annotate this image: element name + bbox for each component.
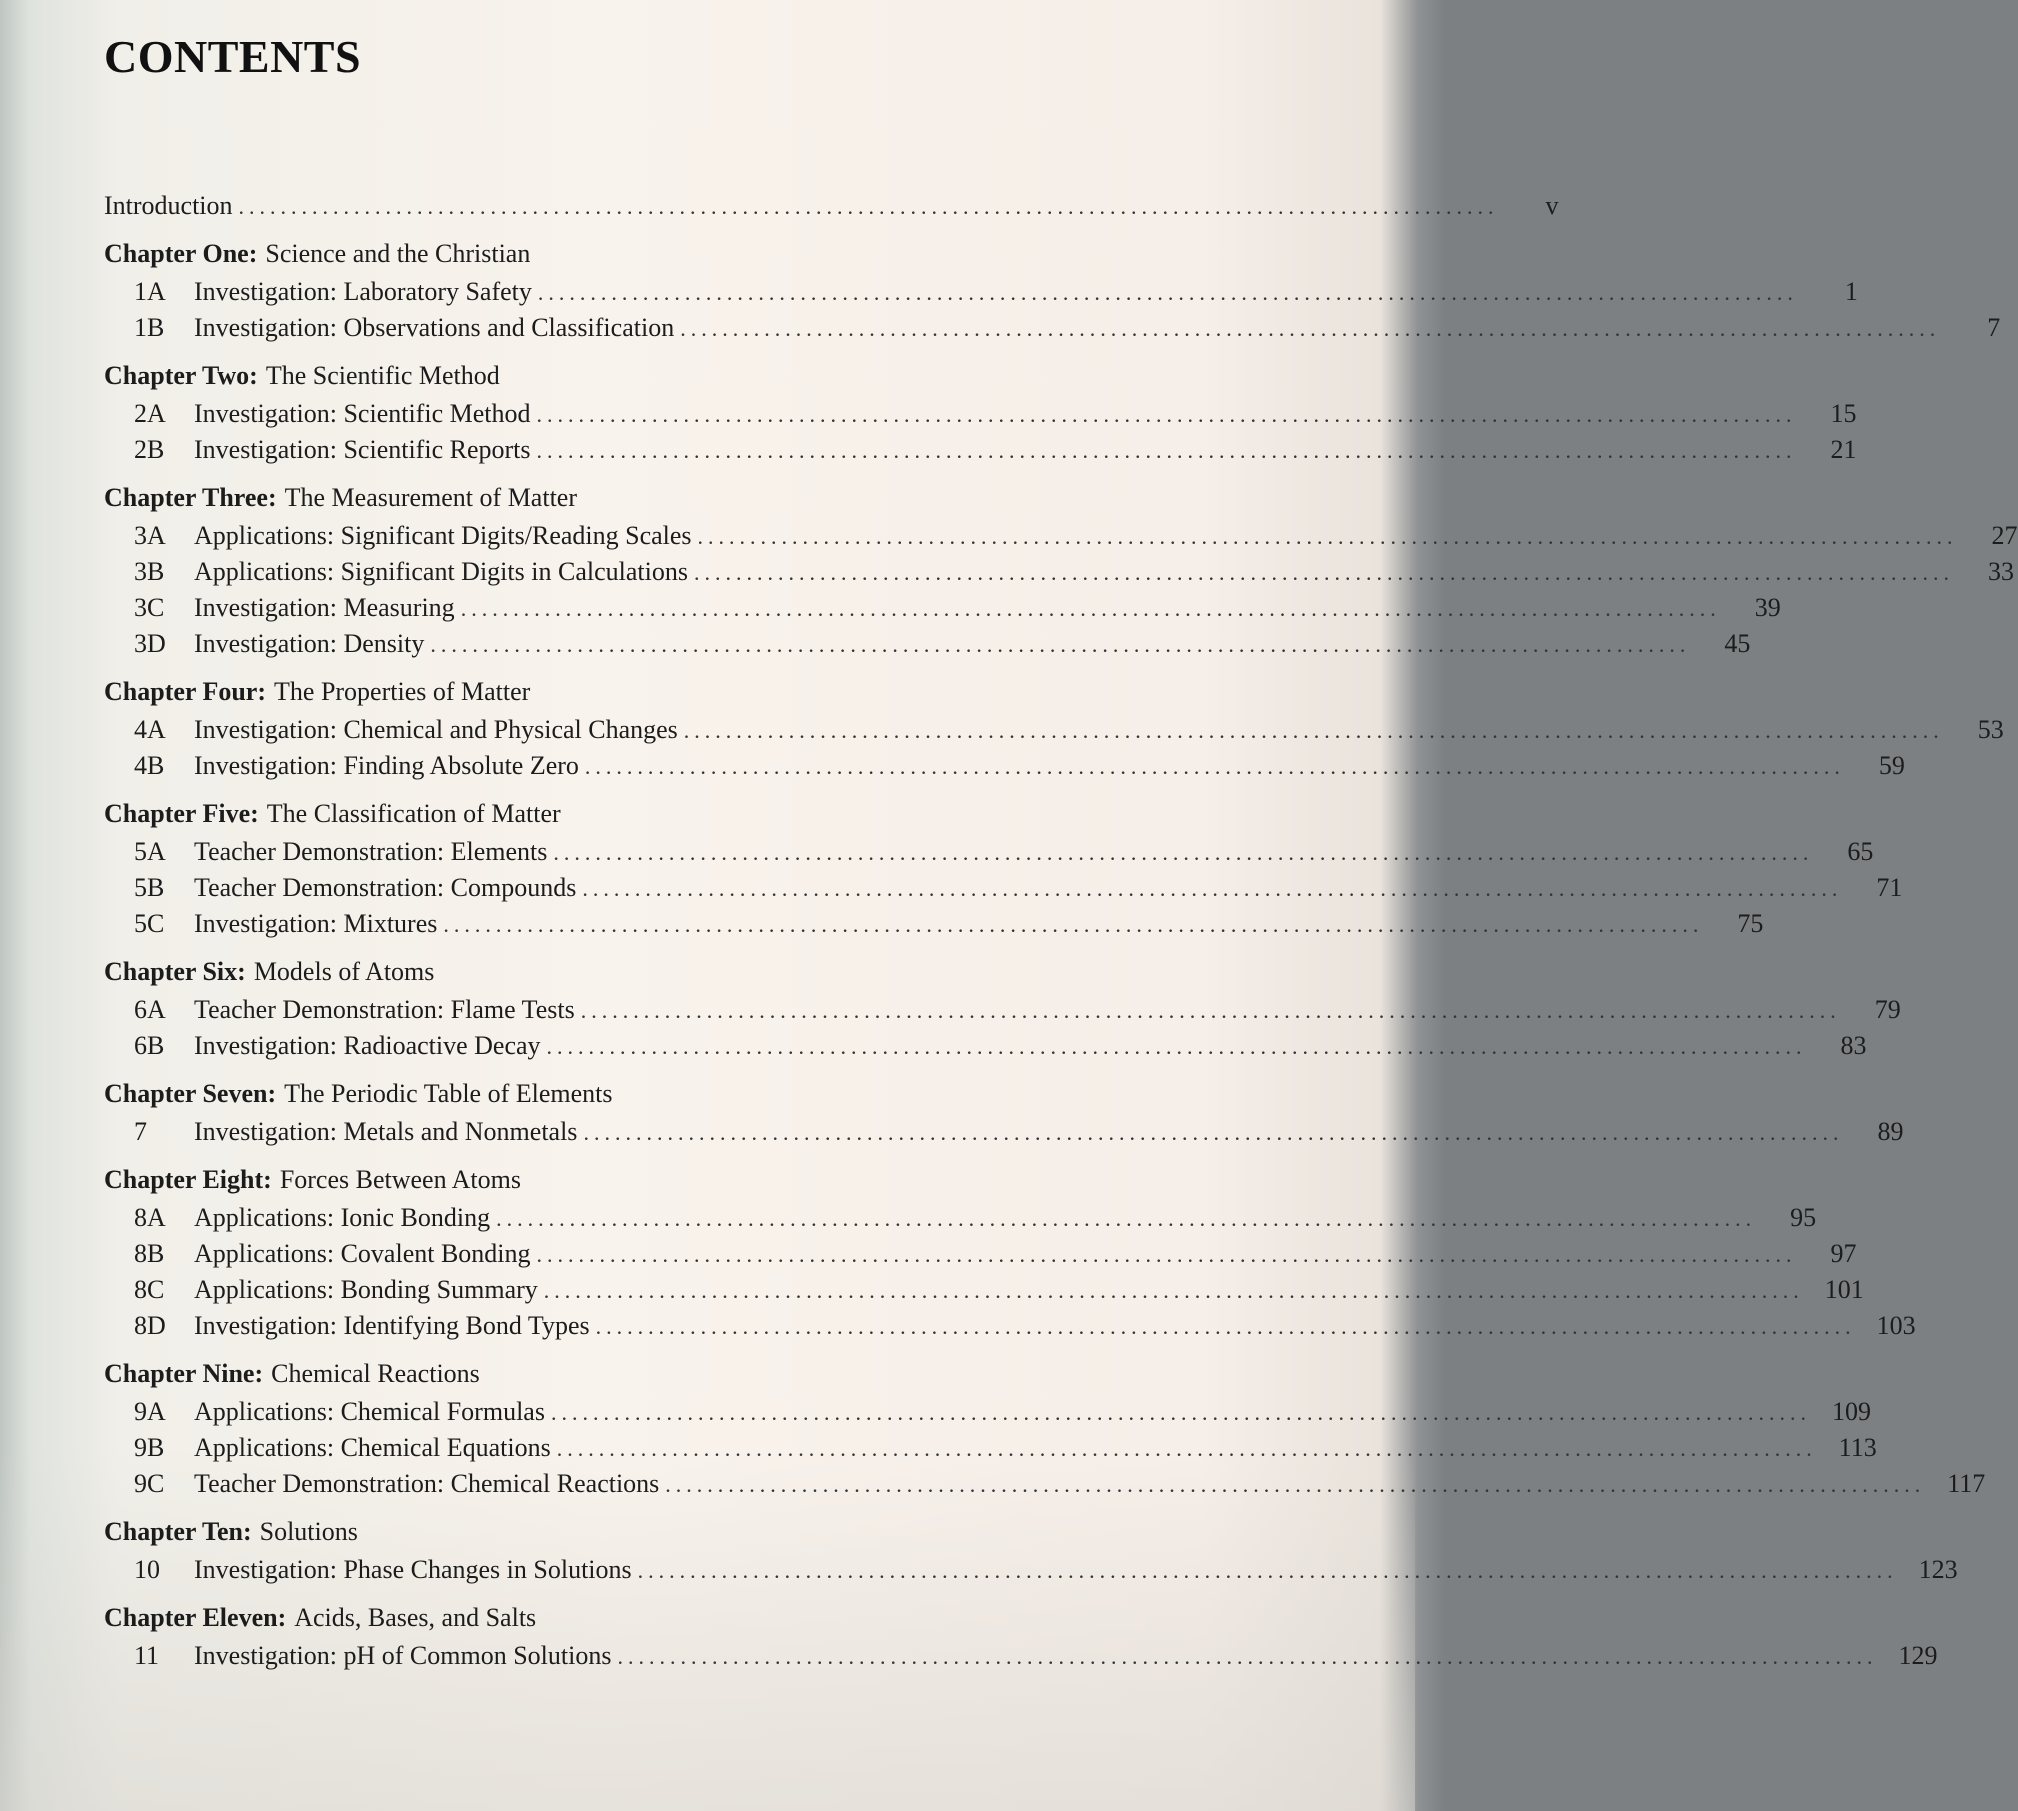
toc-entry xyxy=(104,274,1858,310)
toc-entry xyxy=(104,748,1905,784)
chapter-section xyxy=(104,1600,1938,1674)
entry-code: 6B xyxy=(134,1031,165,1060)
entry-code: 10 xyxy=(134,1555,160,1584)
entry-code: 3B xyxy=(134,557,165,586)
page-title: CONTENTS xyxy=(104,31,362,82)
chapter-title: Models of Atoms xyxy=(253,957,435,986)
entry-page: 109 xyxy=(1831,1397,1871,1426)
chapter-number: Chapter Three: xyxy=(104,483,277,512)
entry-label: Investigation: Phase Changes in Solutions xyxy=(194,1555,632,1584)
entry-page: 101 xyxy=(1824,1275,1864,1304)
entry-code: 2A xyxy=(134,399,166,428)
entry-page: 117 xyxy=(1947,1469,1986,1498)
entry-page: 95 xyxy=(1790,1203,1817,1232)
toc-entry xyxy=(104,1200,1817,1236)
entry-code: 8C xyxy=(134,1275,165,1304)
toc-entry xyxy=(104,906,1764,942)
chapter-heading xyxy=(104,480,1004,518)
entry-page: 103 xyxy=(1876,1311,1916,1340)
entry-label: Investigation: Radioactive Decay xyxy=(194,1031,541,1060)
toc-entry xyxy=(104,1552,1958,1588)
chapter-section xyxy=(104,1514,1958,1588)
toc-entry xyxy=(104,590,1781,626)
dot-leader: ........................................................................................................................ xyxy=(680,316,1941,341)
entry-page: 71 xyxy=(1876,873,1903,902)
chapter-heading xyxy=(104,358,1004,396)
entry-page: 7 xyxy=(1987,313,2001,342)
entry-page: 33 xyxy=(1987,557,2014,586)
entry-page: 113 xyxy=(1838,1433,1877,1462)
entry-page: 27 xyxy=(1991,521,2018,550)
entry-code: 9C xyxy=(134,1469,165,1498)
chapter-title: The Scientific Method xyxy=(265,361,500,390)
dot-leader: ........................................................................................................................ xyxy=(553,840,1814,865)
entry-label: Applications: Significant Digits/Reading Scales xyxy=(194,521,692,550)
entry-label: Investigation: Chemical and Physical Changes xyxy=(194,715,678,744)
entry-label: Investigation: Mixtures xyxy=(194,909,438,938)
toc-entry xyxy=(104,396,1857,432)
chapter-heading xyxy=(104,674,1004,712)
toc-introduction xyxy=(104,188,1559,224)
toc-entry xyxy=(104,310,2001,346)
entry-page: 123 xyxy=(1918,1555,1958,1584)
entry-label: Applications: Chemical Formulas xyxy=(194,1397,545,1426)
toc-entry xyxy=(104,1638,1938,1674)
chapter-heading xyxy=(104,1514,1004,1552)
chapter-heading xyxy=(104,796,1004,834)
toc-entry xyxy=(104,1394,1871,1430)
entry-label: Investigation: Density xyxy=(194,629,425,658)
toc-entry xyxy=(104,1308,1916,1344)
entry-page: 79 xyxy=(1874,995,1901,1024)
toc-entry xyxy=(104,870,1903,906)
table-of-contents xyxy=(104,188,2018,1674)
entry-code: 8B xyxy=(134,1239,165,1268)
entry-label: Investigation: Metals and Nonmetals xyxy=(194,1117,578,1146)
dot-leader: ........................................................................................................................ xyxy=(430,632,1691,657)
dot-leader: ........................................................................................................................ xyxy=(637,1558,1898,1583)
toc-entry xyxy=(104,432,1857,468)
dot-leader: ........................................................................................................................ xyxy=(582,876,1843,901)
entry-page: 83 xyxy=(1840,1031,1867,1060)
chapter-section xyxy=(104,796,1903,942)
entry-code: 1A xyxy=(134,277,166,306)
chapter-number: Chapter Ten: xyxy=(104,1517,252,1546)
chapter-title: The Periodic Table of Elements xyxy=(284,1079,613,1108)
entry-label: Investigation: Scientific Method xyxy=(194,399,531,428)
chapter-section xyxy=(104,236,2001,346)
chapter-heading xyxy=(104,1356,1004,1394)
entry-code: 3A xyxy=(134,521,166,550)
entry-code: 5B xyxy=(134,873,165,902)
chapter-number: Chapter Five: xyxy=(104,799,259,828)
dot-leader: ........................................................................................................................ xyxy=(584,754,1845,779)
chapter-section xyxy=(104,358,1857,468)
entry-page: 39 xyxy=(1754,593,1781,622)
chapter-list xyxy=(104,236,2018,1674)
entry-code: 3D xyxy=(134,629,166,658)
dot-leader: ........................................................................................................................ xyxy=(693,560,1954,585)
chapter-number: Chapter Four: xyxy=(104,677,267,706)
entry-label: Investigation: Observations and Classification xyxy=(194,313,675,342)
toc-entry xyxy=(104,992,1901,1028)
chapter-heading xyxy=(104,1162,1004,1200)
toc-entry xyxy=(104,518,2018,554)
entry-label: Teacher Demonstration: Compounds xyxy=(194,873,577,902)
chapter-heading xyxy=(104,954,1004,992)
entry-label: Investigation: Identifying Bond Types xyxy=(194,1311,590,1340)
toc-entry xyxy=(104,554,2014,590)
dot-leader: ........................................................................................................................ xyxy=(496,1206,1757,1231)
dot-leader: ........................................................................................................................ xyxy=(537,280,1798,305)
chapter-section xyxy=(104,674,2004,784)
entry-code: 11 xyxy=(134,1641,160,1670)
toc-entry xyxy=(104,1236,1857,1272)
toc-entry xyxy=(104,1430,1877,1466)
dot-leader: ........................................................................................................................ xyxy=(556,1436,1817,1461)
entry-label: Investigation: Finding Absolute Zero xyxy=(194,751,579,780)
chapter-number: Chapter Eleven: xyxy=(104,1603,287,1632)
chapter-section xyxy=(104,1076,1904,1150)
entry-page: 89 xyxy=(1877,1117,1904,1146)
entry-code: 9A xyxy=(134,1397,166,1426)
entry-page: 1 xyxy=(1844,277,1858,306)
toc-entry xyxy=(104,1272,1864,1308)
dot-leader: ........................................................................................................................ xyxy=(543,1278,1804,1303)
dot-leader: ........................................................................................................................ xyxy=(238,194,1499,219)
entry-page: 15 xyxy=(1830,399,1857,428)
dot-leader: ........................................................................................................................ xyxy=(460,596,1721,621)
chapter-title: Chemical Reactions xyxy=(271,1359,480,1388)
dot-leader: ........................................................................................................................ xyxy=(665,1472,1926,1497)
entry-label: Applications: Covalent Bonding xyxy=(194,1239,531,1268)
introduction-page: v xyxy=(1545,191,1559,220)
entry-page: 21 xyxy=(1830,435,1857,464)
entry-page: 53 xyxy=(1977,715,2004,744)
introduction-label: Introduction xyxy=(104,191,233,220)
dot-leader: ........................................................................................................................ xyxy=(583,1120,1844,1145)
dot-leader: ........................................................................................................................ xyxy=(580,998,1841,1023)
chapter-number: Chapter Eight: xyxy=(104,1165,272,1194)
chapter-section xyxy=(104,1356,1986,1502)
entry-code: 1B xyxy=(134,313,165,342)
entry-code: 5C xyxy=(134,909,165,938)
entry-code: 9B xyxy=(134,1433,165,1462)
entry-code: 4B xyxy=(134,751,165,780)
entry-label: Teacher Demonstration: Flame Tests xyxy=(194,995,575,1024)
entry-label: Applications: Chemical Equations xyxy=(194,1433,551,1462)
dot-leader: ........................................................................................................................ xyxy=(536,402,1797,427)
chapter-section xyxy=(104,954,1901,1064)
chapter-title: Science and the Christian xyxy=(265,239,531,268)
dot-leader: ........................................................................................................................ xyxy=(595,1314,1856,1339)
dot-leader: ........................................................................................................................ xyxy=(697,524,1958,549)
entry-page: 75 xyxy=(1737,909,1764,938)
entry-label: Investigation: pH of Common Solutions xyxy=(194,1641,612,1670)
entry-code: 8A xyxy=(134,1203,166,1232)
dot-leader: ........................................................................................................................ xyxy=(536,438,1797,463)
entry-label: Investigation: Scientific Reports xyxy=(194,435,531,464)
toc-entry xyxy=(104,1028,1867,1064)
toc-entry xyxy=(104,1114,1904,1150)
chapter-number: Chapter Seven: xyxy=(104,1079,277,1108)
chapter-section xyxy=(104,1162,1916,1344)
chapter-title: Acids, Bases, and Salts xyxy=(294,1603,537,1632)
entry-page: 59 xyxy=(1878,751,1905,780)
toc-entry xyxy=(104,626,1751,662)
chapter-title: The Measurement of Matter xyxy=(284,483,577,512)
toc-entry xyxy=(104,1466,1986,1502)
entry-label: Applications: Ionic Bonding xyxy=(194,1203,491,1232)
entry-page: 129 xyxy=(1898,1641,1938,1670)
entry-label: Investigation: Laboratory Safety xyxy=(194,277,532,306)
chapter-title: The Properties of Matter xyxy=(274,677,531,706)
chapter-title: The Classification of Matter xyxy=(266,799,561,828)
dot-leader: ........................................................................................................................ xyxy=(546,1034,1807,1059)
chapter-number: Chapter Six: xyxy=(104,957,246,986)
chapter-number: Chapter One: xyxy=(104,239,258,268)
entry-code: 2B xyxy=(134,435,165,464)
toc-entry xyxy=(104,712,2004,748)
entry-page: 97 xyxy=(1830,1239,1857,1268)
entry-code: 7 xyxy=(134,1117,147,1146)
dot-leader: ........................................................................................................................ xyxy=(550,1400,1811,1425)
entry-label: Teacher Demonstration: Chemical Reactions xyxy=(194,1469,660,1498)
entry-code: 5A xyxy=(134,837,166,866)
chapter-number: Chapter Nine: xyxy=(104,1359,264,1388)
dot-leader: ........................................................................................................................ xyxy=(617,1644,1878,1669)
chapter-heading xyxy=(104,1076,1004,1114)
entry-code: 4A xyxy=(134,715,166,744)
dot-leader: ........................................................................................................................ xyxy=(443,912,1704,937)
entry-code: 8D xyxy=(134,1311,166,1340)
entry-label: Applications: Bonding Summary xyxy=(194,1275,538,1304)
entry-label: Investigation: Measuring xyxy=(194,593,455,622)
entry-code: 3C xyxy=(134,593,165,622)
entry-page: 65 xyxy=(1847,837,1874,866)
entry-label: Applications: Significant Digits in Calculations xyxy=(194,557,688,586)
chapter-title: Forces Between Atoms xyxy=(279,1165,521,1194)
chapter-heading xyxy=(104,1600,1004,1638)
dot-leader: ........................................................................................................................ xyxy=(683,718,1944,743)
chapter-section xyxy=(104,480,2018,662)
chapter-heading xyxy=(104,236,1004,274)
entry-page: 45 xyxy=(1724,629,1751,658)
chapter-title: Solutions xyxy=(259,1517,358,1546)
toc-entry xyxy=(104,834,1874,870)
entry-code: 6A xyxy=(134,995,166,1024)
entry-label: Teacher Demonstration: Elements xyxy=(194,837,548,866)
chapter-number: Chapter Two: xyxy=(104,361,258,390)
dot-leader: ........................................................................................................................ xyxy=(536,1242,1797,1267)
